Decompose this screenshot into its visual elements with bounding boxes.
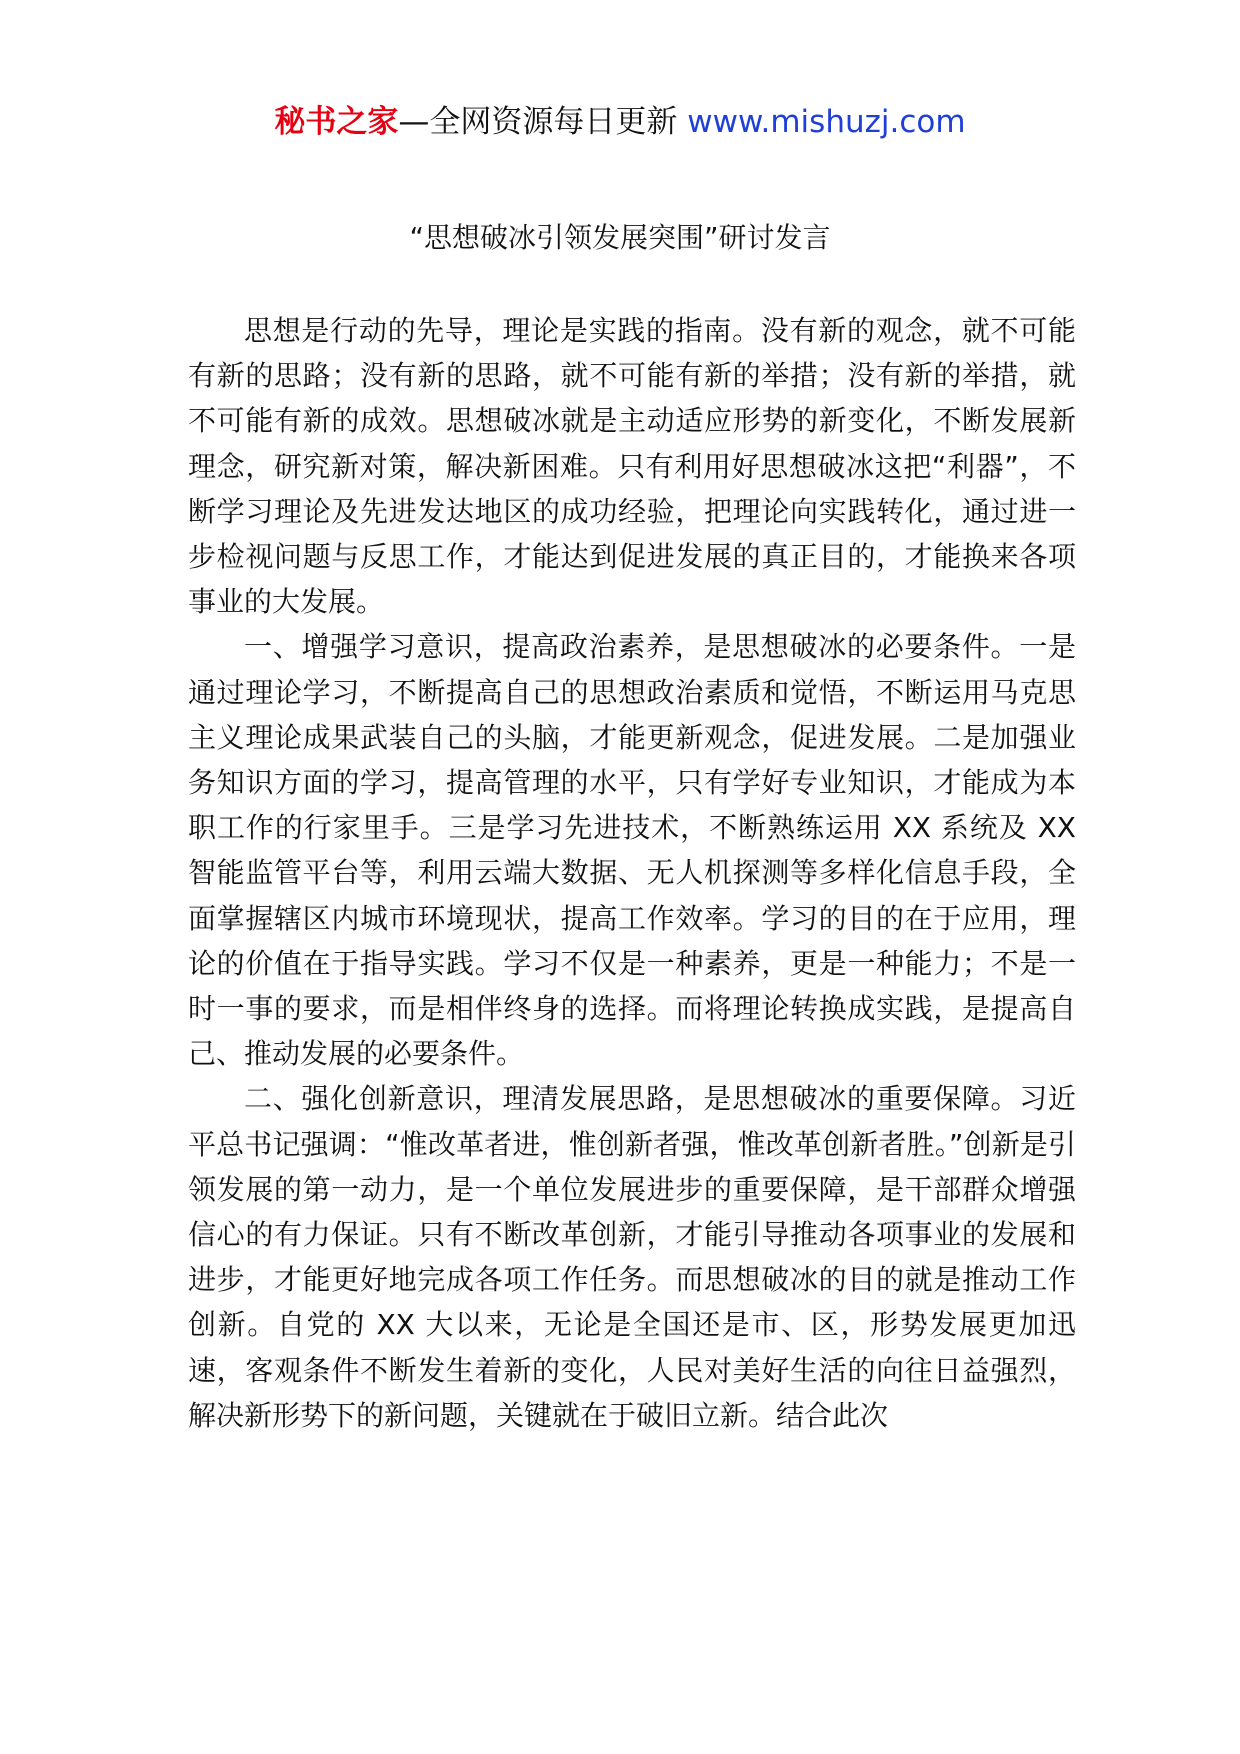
paragraph-section-1: 一、增强学习意识，提高政治素养，是思想破冰的必要条件。一是通过理论学习，不断提高自己的思想政治素质和觉悟，不断运用马克思主义理论成果武装自己的头脑，才能更新观念，促进发展。二是加强业务知识方面的学习，提高管理的水平，只有学好专业知识，才能成为本职工作的行家里手。三是学习先进技术，不断熟练运用 XX 系统及 XX 智能监管平台等，利用云端大数据、无人机探测等多样化信息手段，全面掌握辖区内城市环境现状，提高工作效率。学习的目的在于应用，理论的价值在于指导实践。学习不仅是一种素养，更是一种能力；不是一时一事的要求，而是相伴终身的选择。而将理论转换成实践，是提高自己、推动发展的必要条件。 <box>188 630 1076 1071</box>
paragraph-section-2: 二、强化创新意识，理清发展思路，是思想破冰的重要保障。习近平总书记强调：“惟改革者进，惟创新者强，惟改革创新者胜。”创新是引领发展的第一动力，是一个单位发展进步的重要保障，是干部群众增强信心的有力保证。只有不断改革创新，才能引导推动各项事业的发展和进步，才能更好地完成各项工作任务。而思想破冰的目的就是推动工作创新。自党的 XX 大以来，无论是全国还是市、区，形势发展更加迅速，客观条件不断发生着新的变化，人民对美好生活的向往日益强烈，解决新形势下的新问题，关键就在于破旧立新。结合此次 <box>188 1082 1076 1432</box>
site-url: www.mishuzj.com <box>687 104 966 140</box>
brand-name: 秘书之家 <box>274 104 399 140</box>
document-title: “思想破冰引领发展突围”研讨发言 <box>409 221 831 254</box>
site-header <box>0 100 1240 144</box>
document-body <box>188 308 1076 1438</box>
site-tagline: —全网资源每日更新 <box>398 104 678 140</box>
paragraph-intro: 思想是行动的先导，理论是实践的指南。没有新的观念，就不可能有新的思路；没有新的思路，就不可能有新的举措；没有新的举措，就不可能有新的成效。思想破冰就是主动适应形势的新变化，不断发展新理念，研究新对策，解决新困难。只有利用好思想破冰这把“利器”，不断学习理论及先进发达地区的成功经验，把理论向实践转化，通过进一步检视问题与反思工作，才能达到促进发展的真正目的，才能换来各项事业的大发展。 <box>188 314 1076 619</box>
